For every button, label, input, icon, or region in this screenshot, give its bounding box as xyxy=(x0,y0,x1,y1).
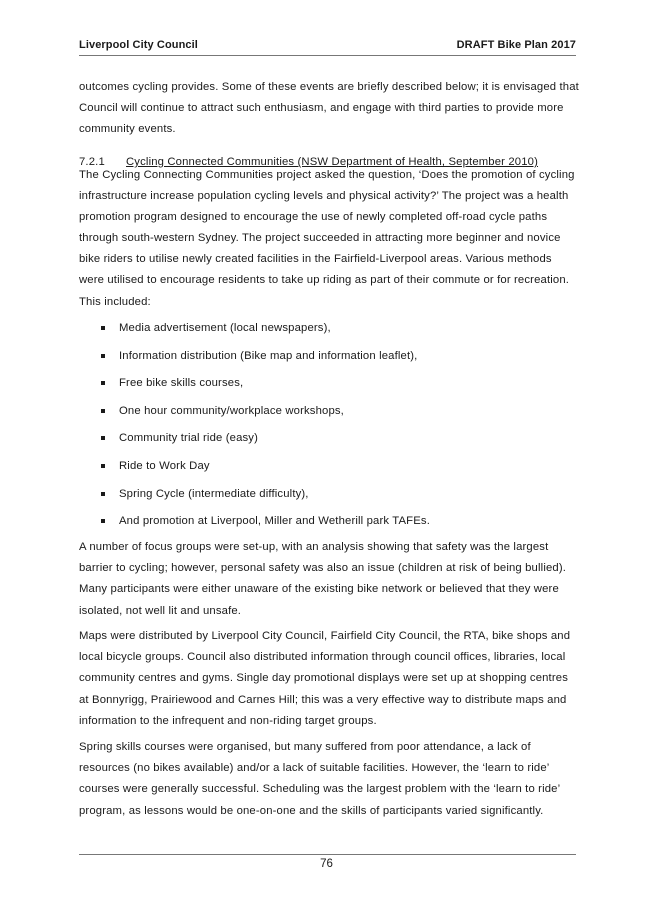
intro-paragraph: outcomes cycling provides. Some of these events are briefly described below; it is envisaged that Council will continue to attract such enthusiasm, and engage with third parties to provide more community events. xyxy=(79,81,579,136)
page-number: 76 xyxy=(320,858,333,870)
bullet-icon xyxy=(101,381,105,385)
list-item xyxy=(79,373,579,401)
list-item xyxy=(79,428,579,456)
list-item-text: Media advertisement (local newspapers), xyxy=(119,322,331,334)
list-item xyxy=(79,318,579,346)
bullet-icon xyxy=(101,409,105,413)
bullet-icon xyxy=(101,492,105,496)
list-item xyxy=(79,456,579,484)
bullet-icon xyxy=(101,354,105,358)
bullet-icon xyxy=(101,519,105,523)
methods-list xyxy=(79,318,579,539)
list-item xyxy=(79,511,579,539)
list-item xyxy=(79,346,579,374)
bullet-icon xyxy=(101,326,105,330)
header-divider xyxy=(79,55,576,56)
bullet-icon xyxy=(101,464,105,468)
page-header xyxy=(79,39,576,55)
header-document-title: DRAFT Bike Plan 2017 xyxy=(456,39,576,51)
list-item-text: Ride to Work Day xyxy=(119,459,210,472)
list-item-text: Free bike skills courses, xyxy=(119,377,244,390)
maps-paragraph: Maps were distributed by Liverpool City Council, Fairfield City Council, the RTA, bike shops and local bicycle groups. Council also distributed information through council offices, libraries, local community centres and gyms. Single day promotional displays were set up at shopping centres at Bonnyrigg, Prairiewood and Carnes Hill; this was a very effective way to distribute maps and information to the infrequent and non-riding target groups. xyxy=(79,630,571,727)
project-paragraph: The Cycling Connecting Communities project asked the question, ‘Does the promotion of cycling infrastructure increase population cycling levels and physical activity?’ The project was a health promotion program designed to encourage the use of newly completed off-road cycle paths through south-western Sydney. The project succeeded in attracting more beginner and novice bike riders to utilise newly created facilities in the Fairfield-Liverpool areas. Various methods were utilised to encourage residents to take up riding as part of their commute or for recreation. This included: xyxy=(79,169,575,308)
section-number: 7.2.1 xyxy=(79,156,105,168)
list-item-text: Community trial ride (easy) xyxy=(119,432,259,445)
header-organisation: Liverpool City Council xyxy=(79,39,198,51)
section-title: Cycling Connected Communities (NSW Department of Health, September 2010) xyxy=(126,156,539,168)
list-item-text: One hour community/workplace workshops, xyxy=(119,404,344,417)
list-item-text: And promotion at Liverpool, Miller and Wetherill park TAFEs. xyxy=(119,515,431,528)
list-item-text: Information distribution (Bike map and information leaflet), xyxy=(119,349,418,362)
bullet-icon xyxy=(101,436,105,440)
footer-divider xyxy=(79,854,576,855)
focus-groups-paragraph: A number of focus groups were set-up, with an analysis showing that safety was the largest barrier to cycling; however, personal safety was also an issue (children at risk of being bullied). Many participants were either unaware of the existing bike network or believed that they were isolated, not well lit and unsafe. xyxy=(79,541,567,617)
list-item xyxy=(79,401,579,429)
list-item xyxy=(79,484,579,512)
list-item-text: Spring Cycle (intermediate difficulty), xyxy=(119,487,309,500)
skills-paragraph: Spring skills courses were organised, but many suffered from poor attendance, a lack of resources (no bikes available) and/or a lack of suitable facilities. However, the ‘learn to ride’ courses were generally successful. Scheduling was the largest problem with the ‘learn to ride’ program, as lessons would be one-on-one and the skills of participants varied significantly. xyxy=(79,741,560,817)
